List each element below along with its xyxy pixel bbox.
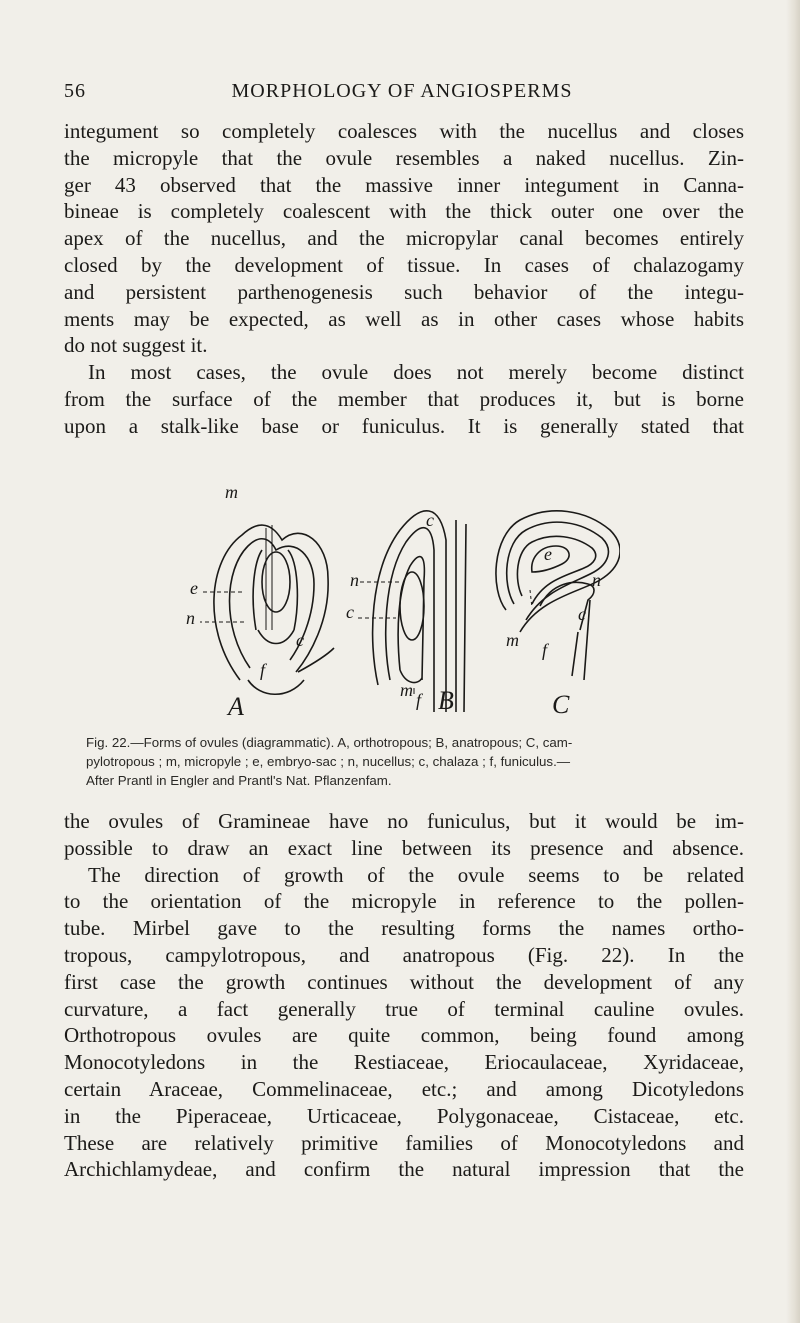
text-line: bineae is completely coalescent with the thick outer one over the <box>64 199 744 224</box>
label-chalaza: c <box>426 510 434 530</box>
text-line: and persistent parthenogenesis such behavior of the integu- <box>64 279 744 304</box>
text-line: The direction of growth of the ovule seems to be related <box>88 862 744 887</box>
ovule-c-campylotropous <box>496 511 620 680</box>
panel-label-a: A <box>228 692 244 721</box>
label-chalaza: c <box>296 630 304 650</box>
paragraph-funiculus <box>64 359 744 439</box>
caption-line: After Prantl in Engler and Prantl's Nat. Pflanzenfam. <box>86 773 392 788</box>
text-line: the micropyle that the ovule resembles a naked nucellus. Zin- <box>64 145 744 170</box>
running-title: MORPHOLOGY OF ANGIOSPERMS <box>231 80 573 102</box>
label-micropyle: m <box>225 482 238 502</box>
label-nucellus: n <box>186 608 195 628</box>
panel-label-c: C <box>552 690 570 719</box>
caption-line: Fig. 22.—Forms of ovules (diagrammatic). A, orthotropous; B, anatropous; C, cam- <box>86 735 573 750</box>
label-nucellus: n <box>592 570 601 590</box>
text-line: integument so completely coalesces with the nucellus and closes <box>64 119 744 143</box>
label-micropyle: m <box>506 630 519 650</box>
text-line: Archichlamydeae, and confirm the natural impression that the <box>64 1157 744 1182</box>
text-line: do not suggest it. <box>64 333 208 358</box>
text-line: Monocotyledons in the Restiaceae, Eriocaulaceae, Xyridaceae, <box>64 1050 744 1075</box>
text-line: Orthotropous ovules are quite common, being found among <box>64 1023 744 1048</box>
text-line: upon a stalk-like base or funiculus. It is generally stated that <box>64 413 744 438</box>
caption-line: pylotropous ; m, micropyle ; e, embryo-sac ; n, nucellus; c, chalaza ; f, funiculus.— <box>86 754 571 769</box>
text-line: certain Araceae, Commelinaceae, etc.; and among Dicotyledons <box>64 1076 744 1101</box>
text-line: possible to draw an exact line between its presence and absence. <box>64 835 744 860</box>
text-line: ments may be expected, as well as in other cases whose habits <box>64 306 744 331</box>
label-nucellus: n <box>350 570 359 590</box>
label-embryo-sac: e <box>190 578 198 598</box>
text-line: These are relatively primitive families of Monocotyledons and <box>64 1130 744 1155</box>
label-micropyle: m <box>400 680 413 700</box>
figure-caption <box>86 733 742 790</box>
label-funiculus: f <box>542 640 548 660</box>
text-line: the ovules of Gramineae have no funiculus, but it would be im- <box>64 809 744 833</box>
label-embryo-sac: e <box>544 544 552 564</box>
text-line: in the Piperaceae, Urticaceae, Polygonaceae, Cistaceae, etc. <box>64 1103 744 1128</box>
label-funiculus: f <box>260 660 266 680</box>
text-line: apex of the nucellus, and the micropylar canal becomes entirely <box>64 226 744 251</box>
label-funiculus: f <box>416 690 422 710</box>
text-line: to the orientation of the micropyle in reference to the pollen- <box>64 889 744 914</box>
panel-label-b: B <box>438 686 454 715</box>
text-line: from the surface of the member that produces it, but is borne <box>64 386 744 411</box>
page-edge-shadow <box>786 0 800 1323</box>
page-number: 56 <box>64 80 86 102</box>
text-line: tube. Mirbel gave to the resulting forms the names ortho- <box>64 916 744 941</box>
paragraph-ovule-forms <box>64 808 744 1183</box>
text-line: closed by the development of tissue. In cases of chalazogamy <box>64 252 744 277</box>
figure-22-ovule-forms <box>186 480 620 730</box>
paragraph-integument <box>64 118 744 359</box>
ovule-a-orthotropous <box>200 525 334 694</box>
label-chalaza: c <box>578 604 586 624</box>
text-line: ger 43 observed that the massive inner integument in Canna- <box>64 172 744 197</box>
text-line: In most cases, the ovule does not merely become distinct <box>88 360 744 384</box>
text-line: curvature, a fact generally true of terminal cauline ovules. <box>64 996 744 1021</box>
running-head <box>60 80 744 106</box>
text-line: tropous, campylotropous, and anatropous (Fig. 22). In the <box>64 942 744 967</box>
label-chalaza: c <box>346 602 354 622</box>
text-line: first case the growth continues without the development of any <box>64 969 744 994</box>
